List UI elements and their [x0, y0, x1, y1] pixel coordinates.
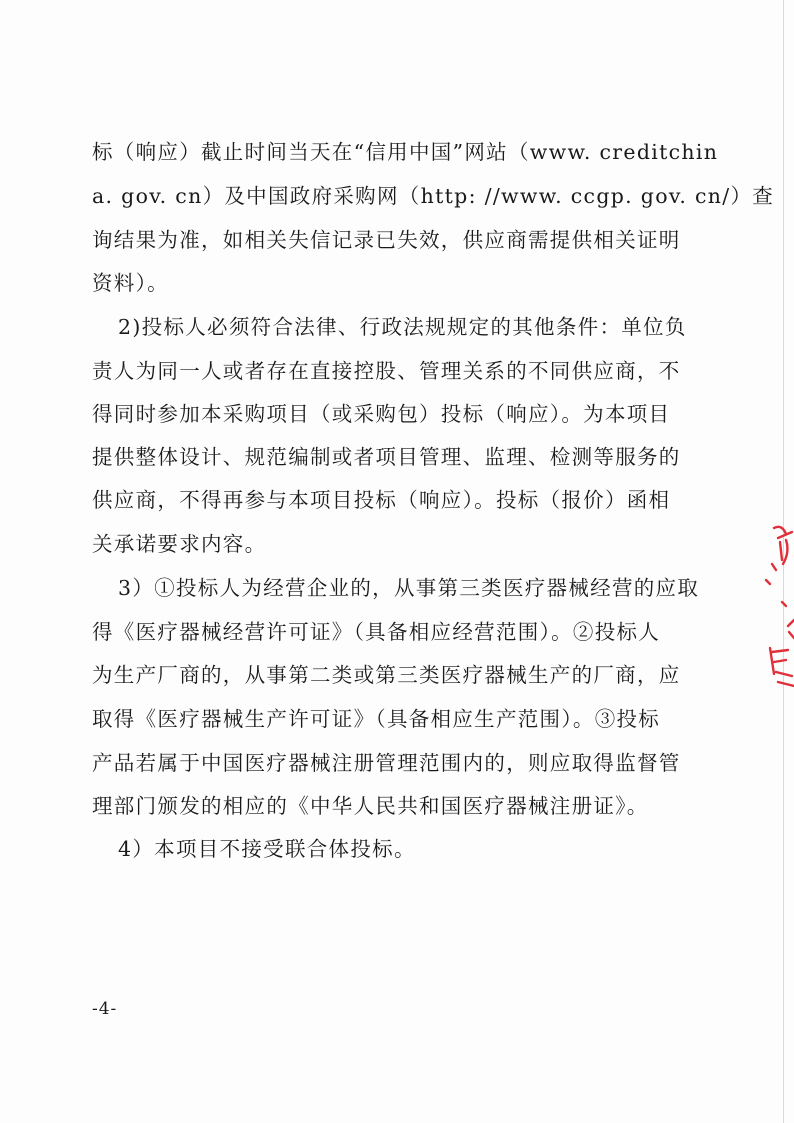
- paragraph-line: 资料）。: [92, 271, 169, 295]
- paragraph-line: 得同时参加本采购项目（或采购包）投标（响应）。为本项目: [92, 402, 671, 426]
- paragraph-line: 为生产厂商的，从事第二类或第三类医疗器械生产的厂商，应: [92, 663, 681, 687]
- paragraph-line: 得《医疗器械经营许可证》（具备相应经营范围）。②投标人: [92, 620, 661, 644]
- paragraph-line: 理部门颁发的相应的《中华人民共和国医疗器械注册证》。: [92, 794, 649, 818]
- paragraph-line: 提供整体设计、规范编制或者项目管理、监理、检测等服务的: [92, 445, 681, 469]
- paragraph-line: a. gov. cn）及中国政府采购网（http: //www. ccgp. gov. cn/）查: [92, 184, 775, 208]
- paragraph-line: 标（响应）截止时间当天在“信用中国”网站（www. creditchin: [92, 140, 719, 164]
- paragraph-line: 3）①投标人为经营企业的，从事第三类医疗器械经营的应取: [118, 576, 700, 600]
- page-number: -4-: [92, 999, 118, 1019]
- paragraph-line: 关承诺要求内容。: [92, 532, 267, 556]
- paragraph-line: 2)投标人必须符合法律、行政法规规定的其他条件：单位负: [118, 315, 687, 339]
- paragraph-line: 供应商，不得再参与本项目投标（响应）。投标（报价）函相: [92, 488, 671, 512]
- paragraph-line: 取得《医疗器械生产许可证》（具备相应生产范围）。③投标: [92, 707, 661, 731]
- paragraph-line: 4）本项目不接受联合体投标。: [118, 837, 416, 861]
- red-seal-stamp: [752, 520, 794, 700]
- paragraph-line: 责人为同一人或者存在直接控股、管理关系的不同供应商，不: [92, 359, 681, 383]
- paragraph-line: 产品若属于中国医疗器械注册管理范围内的，则应取得监督管: [92, 751, 681, 775]
- paragraph-line: 询结果为准，如相关失信记录已失效，供应商需提供相关证明: [92, 228, 681, 252]
